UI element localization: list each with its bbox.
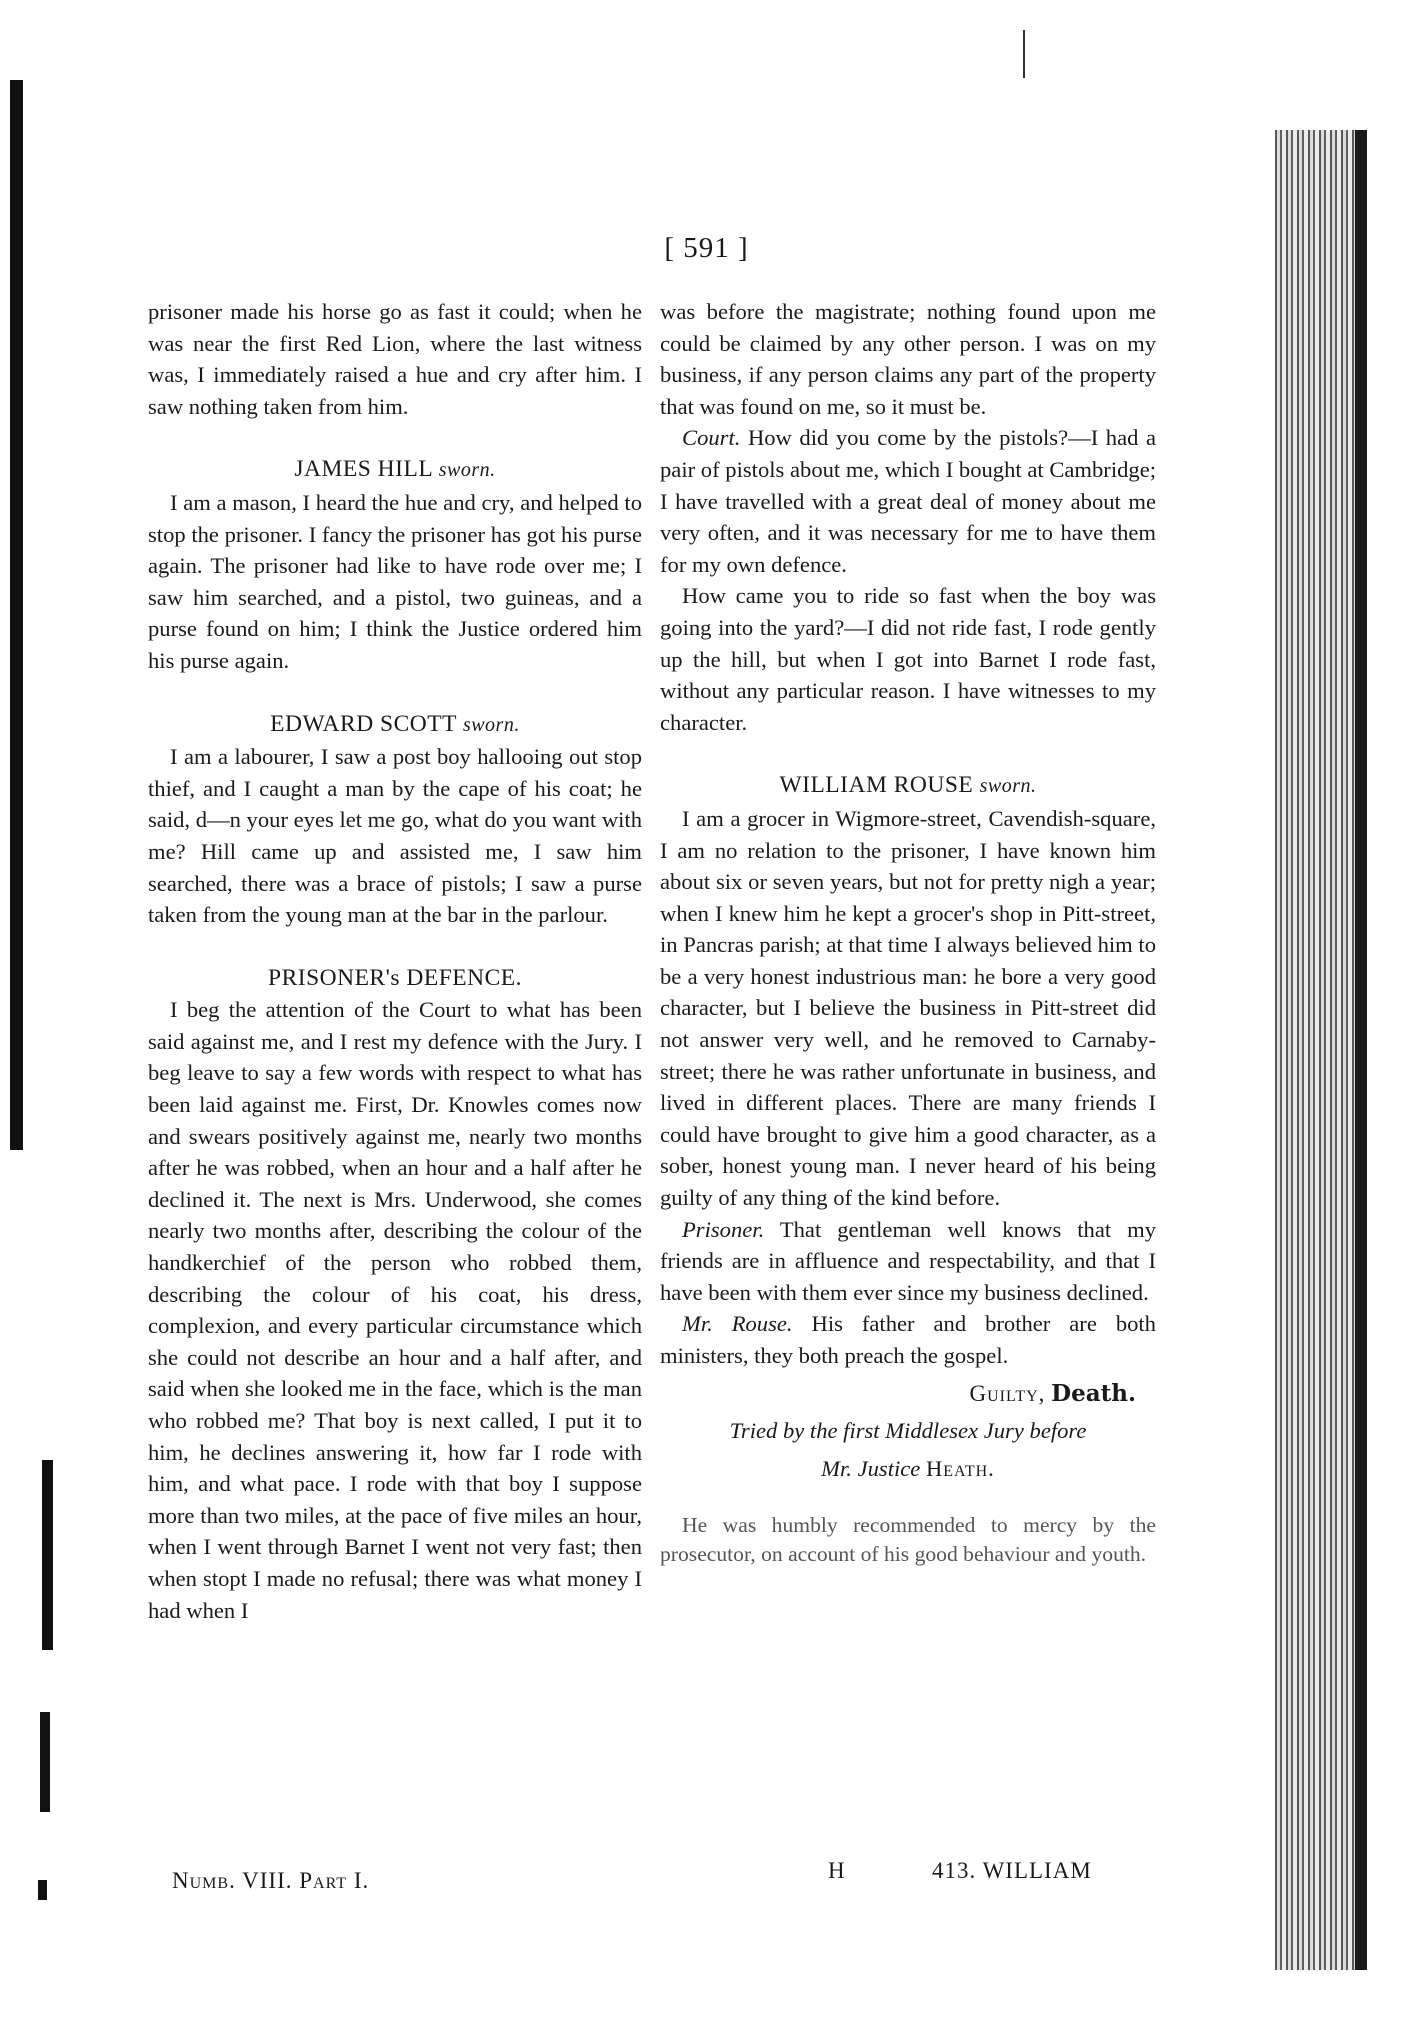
left-paragraph-4: I beg the attention of the Court to what has been said against me, and I rest my defence with the Jury. I beg leave to say a few words with respect to what has been laid against me. First, Dr. Knowles comes now and swears positively against me, nearly two months after he was robbed, when an hour and a half after he declined it. The next is Mrs. Underwood, she comes nearly two months after, describing the colour of the handkerchief of the person who robbed them, describing the colour of his coat, his dress, complexion, and every particular circumstance which she could not describe an hour and a half after, and said when she looked me in the face, which is the man who robbed me? That boy is next called, I put it to him, he declines answering it, how far I rode with him, and what pace. I rode with that boy I suppose more than two miles, at the pace of five miles an hour, when I went through Barnet I went not very fast; then when stopt I made no refusal; there was what money I had when I: [148, 997, 642, 1623]
mercy-note: [660, 1511, 1156, 1569]
scan-binding-gutter: [1275, 130, 1365, 1970]
right-paragraph-2: [660, 422, 1156, 580]
page-number: [ 591 ]: [664, 232, 749, 264]
right-paragraph-4: I am a grocer in Wigmore-street, Cavendish-square, I am no relation to the prisoner, I have known him about six or seven years, but not for pretty nigh a year; when I knew him he kept a grocer's shop in Pitt-street, in Pancras parish; at that time I always believed him to be a very honest industrious man: he bore a very good character, but I believe the business in Pitt-street did not answer very well, and he removed to Carnaby-street; there he was rather unfortunate in business, and lived in different places. There are many friends I could have brought to give him a good character, as a sober, honest young man. I never heard of his being guilty of any thing of the kind before.: [660, 805, 1156, 1211]
right-paragraph-1: was before the magistrate; nothing found upon me could be claimed by any other person. I was on my business, if any person claims any part of the property that was found on me, so it must be.: [660, 299, 1156, 419]
paragraph-text: How did you come by the pistols?—I had a pair of pistols about me, which I bought at Cambridge; I have travelled with a great deal of money about me very often, and it was necessary for me to have them for my own defence.: [660, 425, 1156, 577]
witness-name: JAMES HILL: [294, 456, 433, 483]
prisoners-defence-heading: PRISONER's DEFENCE.: [268, 964, 522, 991]
speaker-label: Prisoner.: [682, 1216, 765, 1242]
trial-judge-title: Mr. Justice: [821, 1456, 921, 1482]
verdict: [660, 1378, 1156, 1410]
paragraph-text: His father and brother are both ministers, they both preach the gospel.: [660, 1311, 1156, 1368]
scan-margin-bar-lower: [40, 1712, 50, 1812]
witness-heading-william-rouse: [660, 770, 1156, 803]
mercy-note-text: He was humbly recommended to mercy by the prosecutor, on account of his good behaviour and youth.: [660, 1513, 1156, 1567]
witness-name: EDWARD SCOTT: [270, 710, 457, 737]
speaker-label: Mr. Rouse.: [682, 1311, 793, 1337]
paragraph-text: That gentleman well knows that my friends are in affluence and respectability, and that I have been with them ever since my business declined.: [660, 1216, 1156, 1305]
sworn-label: sworn.: [438, 459, 496, 482]
left-paragraph-1: prisoner made his horse go as fast it could; when he was near the first Red Lion, where the last witness was, I immediately raised a hue and cry after him. I saw nothing taken from him.: [148, 299, 642, 419]
witness-heading-james-hill: [148, 454, 642, 487]
verdict-sentence: Death.: [1051, 1379, 1136, 1407]
left-column: [148, 296, 642, 1626]
verdict-guilty: Guilty,: [969, 1380, 1046, 1406]
trial-judge-name: Heath.: [925, 1456, 995, 1482]
right-paragraph-5: [660, 1214, 1156, 1309]
trial-line-2: [660, 1453, 1156, 1485]
left-paragraph-2: I am a mason, I heard the hue and cry, and helped to stop the prisoner. I fancy the prisoner has got his purse again. The prisoner had like to have rode over me; I saw him searched, and a pistol, two guineas, and a purse found on him; I think the Justice ordered him his purse again.: [148, 489, 642, 673]
footer-part-label: Numb. VIII. Part I.: [172, 1868, 370, 1893]
sworn-label: sworn.: [462, 713, 520, 736]
footer-signature: H: [828, 1858, 845, 1883]
witness-name: WILLIAM ROUSE: [779, 772, 974, 799]
scan-margin-bar-middle: [42, 1460, 53, 1650]
left-paragraph-3: I am a labourer, I saw a post boy hallooing out stop thief, and I caught a man by the cape of his coat; he said, d—n your eyes let me go, what do you want with me? Hill came up and assisted me, I saw him searched, there was a brace of pistols; I saw a purse taken from the young man at the bar in the parlour.: [148, 744, 642, 928]
scan-tick-mark: [1023, 30, 1025, 78]
witness-heading-edward-scott: [148, 709, 642, 742]
right-paragraph-3: How came you to ride so fast when the boy was going into the yard?—I did not ride fast, I rode gently up the hill, but when I got into Barnet I rode fast, without any particular reason. I have witnesses to my character.: [660, 583, 1156, 735]
sworn-label: sworn.: [979, 775, 1037, 798]
right-paragraph-6: [660, 1308, 1156, 1371]
speaker-label: Court.: [682, 425, 741, 451]
trial-line-1: Tried by the first Middlesex Jury before: [729, 1418, 1087, 1444]
scan-binding-edge: [1355, 130, 1367, 1970]
scan-margin-bar-bottom: [38, 1880, 47, 1900]
right-column: [660, 296, 1156, 1569]
footer-catchword: 413. WILLIAM: [932, 1858, 1092, 1883]
